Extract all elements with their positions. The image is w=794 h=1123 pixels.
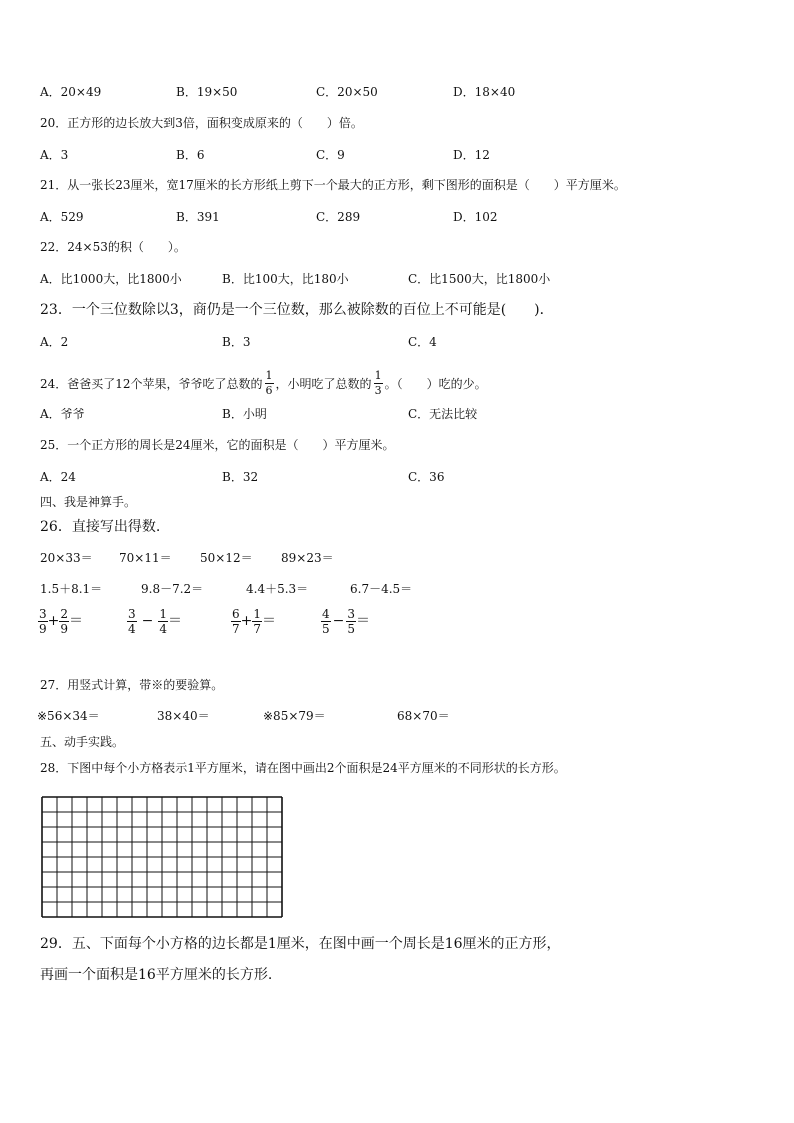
numerator: 2 xyxy=(60,607,69,621)
denominator: 9 xyxy=(60,622,69,636)
q28-stem: 28．下图中每个小方格表示1平方厘米，请在图中画出2个面积是24平方厘米的不同形状的长方形。 xyxy=(40,761,566,775)
q24-option-c: C．无法比较 xyxy=(408,407,478,421)
q25-option-c: C．36 xyxy=(408,470,445,484)
numerator: 4 xyxy=(322,607,330,621)
q26-row1-item: 50×12＝ xyxy=(200,551,253,565)
q26-fraction xyxy=(38,607,48,636)
q22-option-c: C．比1500大，比1800小 xyxy=(408,272,551,286)
numerator: 1 xyxy=(253,607,262,621)
section-4-heading: 四、我是神算手。 xyxy=(40,495,137,509)
q27-item: 68×70＝ xyxy=(397,709,450,723)
equals-sign: ＝ xyxy=(356,613,371,629)
q22-option-a: A．比1000大，比1800小 xyxy=(40,272,182,286)
numerator: 1 xyxy=(159,607,168,621)
section-5-heading: 五、动手实践。 xyxy=(40,735,125,749)
q20-stem: 20．正方形的边长放大到3倍，面积变成原来的（ ）倍。 xyxy=(40,116,363,130)
q23-option-a: A．2 xyxy=(40,335,69,349)
q21-option-b: B．391 xyxy=(176,210,220,224)
q21-stem: 21．从一张长23厘米，宽17厘米的长方形纸上剪下一个最大的正方形，剩下图形的面积是（ ）平方厘米。 xyxy=(40,178,626,192)
numerator: 3 xyxy=(39,607,47,621)
q26-fraction-expression-1 xyxy=(38,607,83,636)
q29-line-2: 再画一个面积是16平方厘米的长方形. xyxy=(40,967,273,983)
q25-option-b: B．32 xyxy=(222,470,259,484)
q23-option-b: B．3 xyxy=(222,335,251,349)
q24-fraction-2-denominator: 3 xyxy=(374,384,382,397)
q26-fraction xyxy=(346,607,356,636)
denominator: 7 xyxy=(232,622,240,636)
q24-stem-part-c: 。（ ）吃的少。 xyxy=(384,377,487,391)
q24-fraction-2-numerator: 1 xyxy=(374,369,382,382)
q26-fraction xyxy=(127,607,137,636)
q19-option-d: D．18×40 xyxy=(453,85,516,99)
q26-fraction xyxy=(321,607,331,636)
q26-fraction-expression-4 xyxy=(321,607,370,636)
q26-row1-item: 89×23＝ xyxy=(281,551,334,565)
q24-stem-part-b: ，小明吃了总数的 xyxy=(275,377,372,391)
q21-option-d: D．102 xyxy=(453,210,498,224)
q20-option-b: B．6 xyxy=(176,148,205,162)
q26-row2-item: 9.8－7.2＝ xyxy=(141,582,204,596)
q19-option-b: B．19×50 xyxy=(176,85,238,99)
q20-option-c: C．9 xyxy=(316,148,345,162)
q24-stem-part-a: 24．爸爸买了12个苹果，爷爷吃了总数的 xyxy=(40,377,263,391)
q21-option-c: C．289 xyxy=(316,210,361,224)
q27-stem: 27．用竖式计算，带※的要验算。 xyxy=(40,678,224,692)
equals-sign: ＝ xyxy=(262,613,277,629)
q27-item: ※56×34＝ xyxy=(37,709,100,723)
q26-row1-item: 20×33＝ xyxy=(40,551,93,565)
q19-option-a: A．20×49 xyxy=(40,85,102,99)
q26-fraction-expression-2 xyxy=(127,607,182,636)
q26-row2-item: 1.5＋8.1＝ xyxy=(40,582,103,596)
numerator: 3 xyxy=(128,607,136,621)
q22-stem: 22．24×53的积（ ）。 xyxy=(40,240,186,254)
operator: − xyxy=(332,613,345,629)
q26-fraction xyxy=(59,607,69,636)
q26-row2-item: 4.4＋5.3＝ xyxy=(246,582,309,596)
denominator: 4 xyxy=(159,622,168,636)
q24-fraction-1 xyxy=(265,369,274,398)
q26-fraction-expression-3 xyxy=(231,607,276,636)
q23-option-c: C．4 xyxy=(408,335,437,349)
denominator: 5 xyxy=(322,622,330,636)
q26-row1-item: 70×11＝ xyxy=(119,551,172,565)
q25-option-a: A．24 xyxy=(40,470,76,484)
q20-option-d: D．12 xyxy=(453,148,490,162)
q24-fraction-1-numerator: 1 xyxy=(265,369,273,382)
denominator: 7 xyxy=(253,622,262,636)
q27-item: ※85×79＝ xyxy=(263,709,326,723)
q24-option-a: A．爷爷 xyxy=(40,407,85,421)
q26-fraction xyxy=(231,607,241,636)
q28-square-grid xyxy=(41,796,285,922)
q26-fraction xyxy=(252,607,262,636)
q24-fraction-1-denominator: 6 xyxy=(265,384,273,397)
q24-stem xyxy=(40,370,487,399)
q26-fraction xyxy=(158,607,168,636)
operator: + xyxy=(240,613,253,629)
q25-stem: 25．一个正方形的周长是24厘米，它的面积是（ ）平方厘米。 xyxy=(40,438,395,452)
operator: − xyxy=(141,613,154,629)
denominator: 4 xyxy=(128,622,136,636)
q24-option-b: B．小明 xyxy=(222,407,267,421)
denominator: 5 xyxy=(347,622,356,636)
denominator: 9 xyxy=(39,622,47,636)
q23-stem: 23．一个三位数除以3，商仍是一个三位数，那么被除数的百位上不可能是( )． xyxy=(40,302,554,318)
q20-option-a: A．3 xyxy=(40,148,69,162)
q24-fraction-2 xyxy=(374,369,383,398)
q22-option-b: B．比100大，比180小 xyxy=(222,272,349,286)
grid-svg xyxy=(41,796,285,918)
q21-option-a: A．529 xyxy=(40,210,84,224)
q26-row2-item: 6.7－4.5＝ xyxy=(350,582,413,596)
q27-item: 38×40＝ xyxy=(157,709,210,723)
q29-line-1: 29．五、下面每个小方格的边长都是1厘米，在图中画一个周长是16厘米的正方形， xyxy=(40,936,561,952)
numerator: 6 xyxy=(232,607,240,621)
numerator: 3 xyxy=(347,607,356,621)
equals-sign: ＝ xyxy=(69,613,84,629)
equals-sign: ＝ xyxy=(168,613,183,629)
operator: + xyxy=(47,613,60,629)
q19-option-c: C．20×50 xyxy=(316,85,378,99)
q26-stem: 26．直接写出得数. xyxy=(40,519,161,535)
